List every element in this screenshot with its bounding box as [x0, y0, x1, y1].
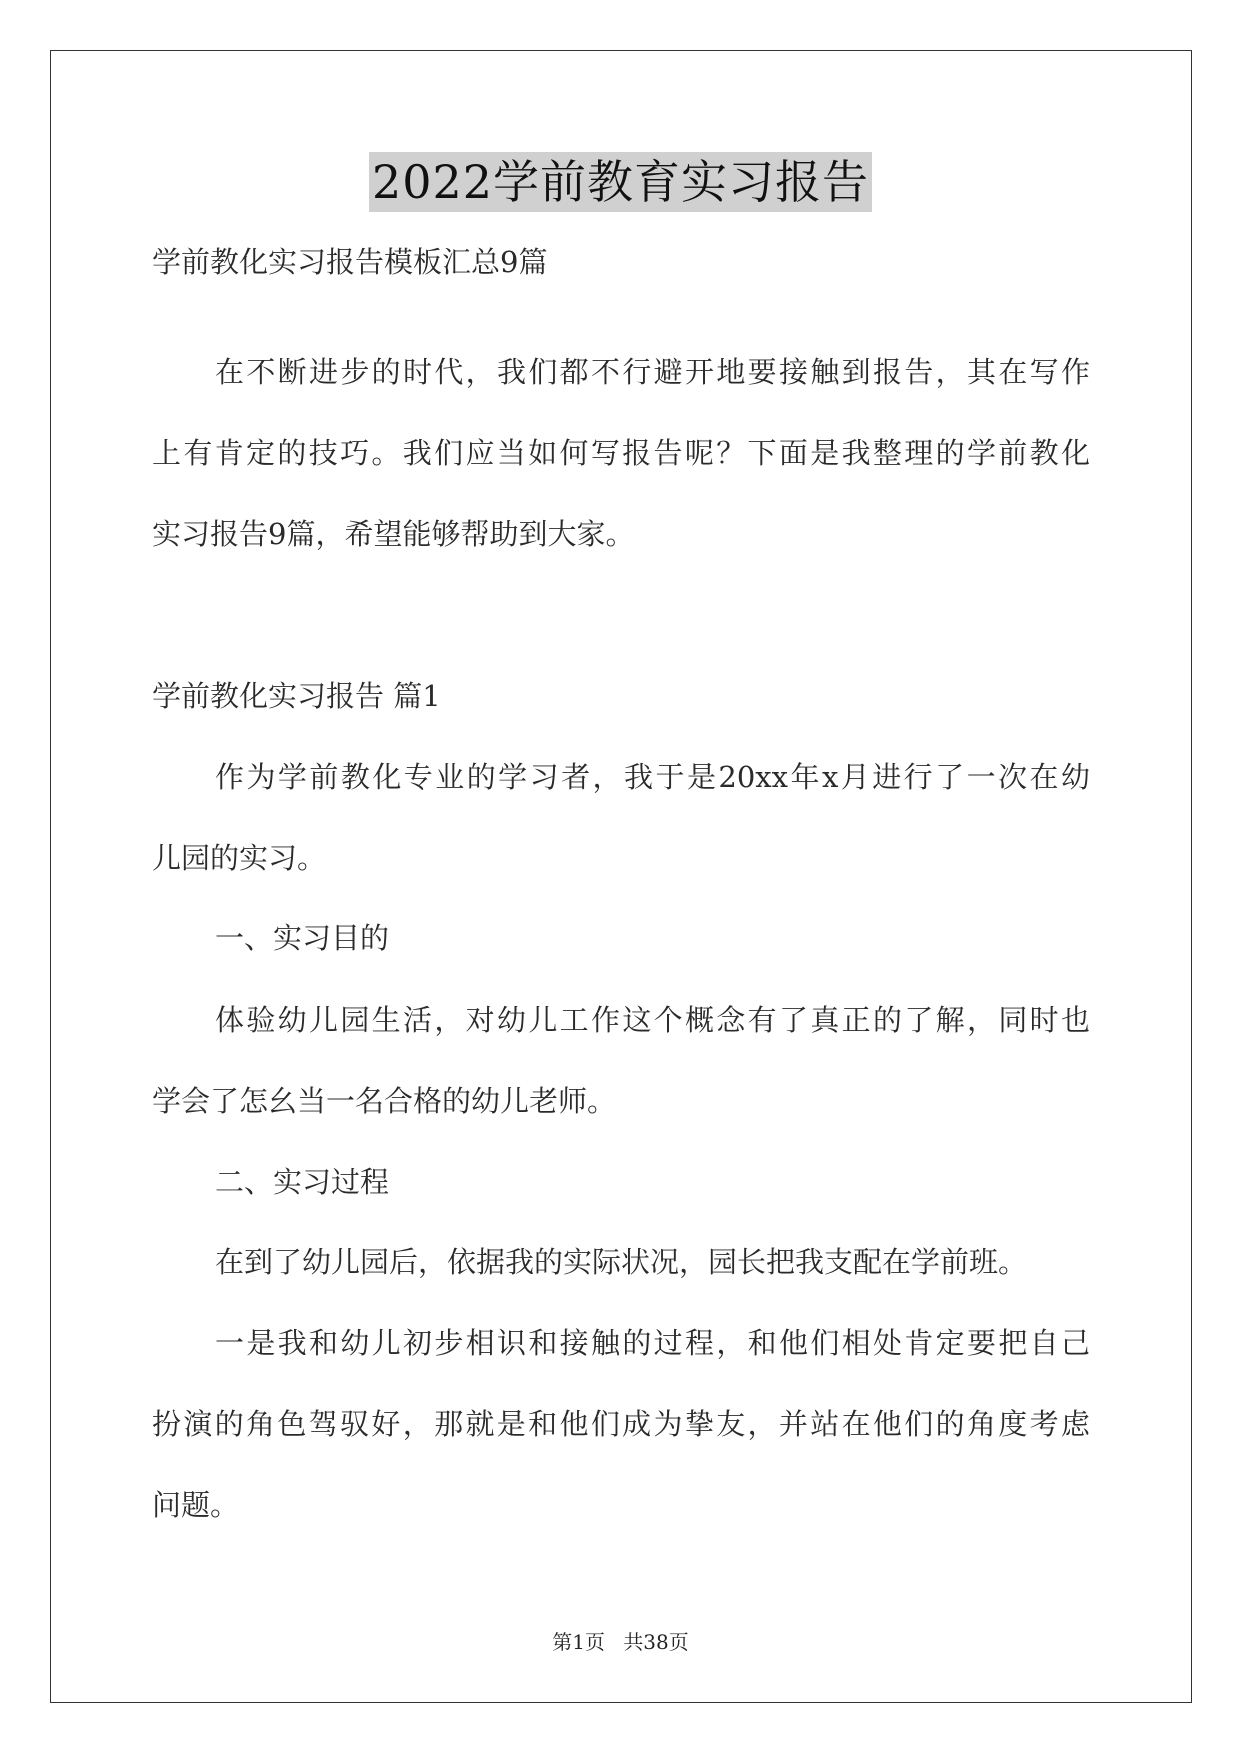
heading-process: 二、实习过程: [215, 1165, 390, 1199]
purpose-line-2: 学会了怎幺当一名合格的幼儿老师。: [152, 1084, 617, 1118]
para1-line-2: 儿园的实习。: [152, 841, 327, 875]
para1-line-1: 作为学前教化专业的学习者，我于是20xx年x月进行了一次在幼: [215, 760, 1090, 794]
purpose-line-1: 体验幼儿园生活，对幼儿工作这个概念有了真正的了解，同时也: [215, 1003, 1090, 1037]
step1-line-2: 扮演的角色驾驭好，那就是和他们成为挚友，并站在他们的角度考虑: [152, 1407, 1090, 1441]
section-heading: 学前教化实习报告 篇1: [152, 679, 441, 713]
step1-line-1: 一是我和幼儿初步相识和接触的过程，和他们相处肯定要把自己: [215, 1326, 1090, 1360]
document-subtitle: 学前教化实习报告模板汇总9篇: [152, 245, 548, 279]
intro-line-2: 上有肯定的技巧。我们应当如何写报告呢？下面是我整理的学前教化: [152, 436, 1090, 470]
title-container: [0, 152, 1241, 212]
intro-line-3: 实习报告9篇，希望能够帮助到大家。: [152, 517, 635, 551]
page-number: 第1页: [552, 1630, 605, 1654]
page-footer: [0, 1628, 1241, 1656]
document-title: 2022学前教育实习报告: [369, 152, 872, 212]
heading-purpose: 一、实习目的: [215, 921, 390, 955]
step1-line-3: 问题。: [152, 1488, 240, 1522]
intro-line-1: 在不断进步的时代，我们都不行避开地要接触到报告，其在写作: [215, 355, 1090, 389]
page-total: 共38页: [623, 1630, 689, 1654]
process-line-1: 在到了幼儿园后，依据我的实际状况，园长把我支配在学前班。: [215, 1245, 1028, 1279]
